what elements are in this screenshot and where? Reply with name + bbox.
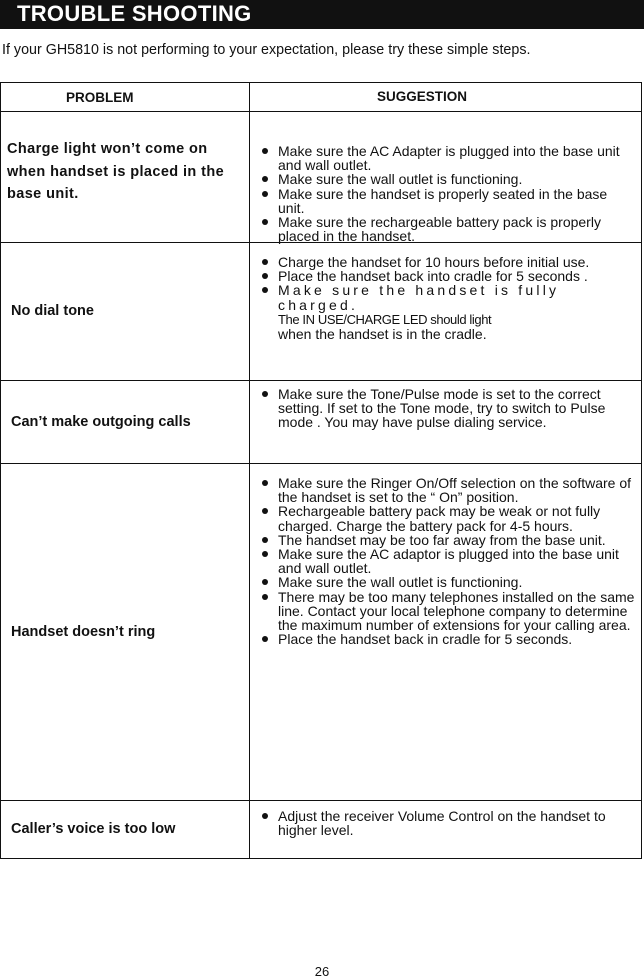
suggestion-list bbox=[260, 476, 635, 646]
suggestion-list bbox=[260, 144, 635, 243]
list-item: Make sure the AC Adapter is plugged into the base unit and wall outlet. bbox=[260, 144, 635, 172]
page-number: 26 bbox=[314, 964, 330, 979]
list-item: Make sure the wall outlet is functioning. bbox=[260, 172, 635, 186]
list-item: Make sure the AC adaptor is plugged into the base unit and wall outlet. bbox=[260, 547, 635, 575]
suggestion-list bbox=[260, 255, 635, 341]
list-item: Make sure the wall outlet is functioning. bbox=[260, 575, 635, 589]
intro-text: If your GH5810 is not performing to your expectation, please try these simple steps. bbox=[2, 42, 531, 58]
table-row bbox=[1, 242, 641, 380]
table-row bbox=[1, 111, 641, 245]
suggestion-tail-text: when the handset is in the cradle. bbox=[278, 326, 487, 343]
list-item: Adjust the receiver Volume Control on the handset to higher level. bbox=[260, 809, 635, 837]
suggestion-cell bbox=[250, 464, 641, 800]
table-row bbox=[1, 463, 641, 800]
suggestion-mid-text: The IN USE/CHARGE LED should light bbox=[278, 311, 492, 327]
table-header-row bbox=[1, 83, 641, 111]
list-item: The handset may be too far away from the base unit. bbox=[260, 533, 635, 547]
suggestion-list bbox=[260, 809, 635, 837]
problem-cell: Handset doesn’t ring bbox=[1, 464, 250, 800]
list-item: Make sure the rechargeable battery pack is properly placed in the handset. bbox=[260, 215, 635, 243]
table-row bbox=[1, 800, 641, 858]
list-item: There may be too many telephones installed on the same line. Contact your local telephone company to determine the maximum number of extensions for your calling area. bbox=[260, 590, 635, 633]
suggestion-cell bbox=[250, 801, 641, 858]
problem-cell: No dial tone bbox=[1, 243, 250, 380]
suggestion-cell bbox=[250, 112, 641, 245]
list-item: Place the handset back into cradle for 5 seconds . bbox=[260, 269, 635, 283]
list-item: Place the handset back in cradle for 5 seconds. bbox=[260, 632, 635, 646]
suggestion-lead-text: Make sure the handset is fully charged. bbox=[278, 282, 560, 313]
list-item: Make sure the Ringer On/Off selection on the software of the handset is set to the “ On” position. bbox=[260, 476, 635, 504]
problem-cell: Can’t make outgoing calls bbox=[1, 381, 250, 463]
list-item: Make sure the handset is properly seated in the base unit. bbox=[260, 187, 635, 215]
suggestion-column-header: SUGGESTION bbox=[377, 88, 468, 104]
suggestion-list bbox=[260, 387, 635, 430]
list-item: Rechargeable battery pack may be weak or not fully charged. Charge the battery pack for 4-5 hours. bbox=[260, 504, 635, 532]
table-row bbox=[1, 380, 641, 463]
suggestion-cell bbox=[250, 381, 641, 463]
list-item bbox=[260, 283, 635, 341]
suggestion-cell bbox=[250, 243, 641, 380]
problem-column-header: PROBLEM bbox=[1, 83, 250, 111]
list-item: Make sure the Tone/Pulse mode is set to the correct setting. If set to the Tone mode, try to switch to Pulse mode . You may have pulse dialing service. bbox=[260, 387, 635, 430]
problem-cell: Charge light won’t come on when handset is placed in the base unit. bbox=[1, 112, 250, 242]
list-item: Charge the handset for 10 hours before initial use. bbox=[260, 255, 635, 269]
section-title: TROUBLE SHOOTING bbox=[0, 0, 644, 29]
problem-cell: Caller’s voice is too low bbox=[1, 801, 250, 858]
troubleshooting-table bbox=[0, 82, 642, 859]
